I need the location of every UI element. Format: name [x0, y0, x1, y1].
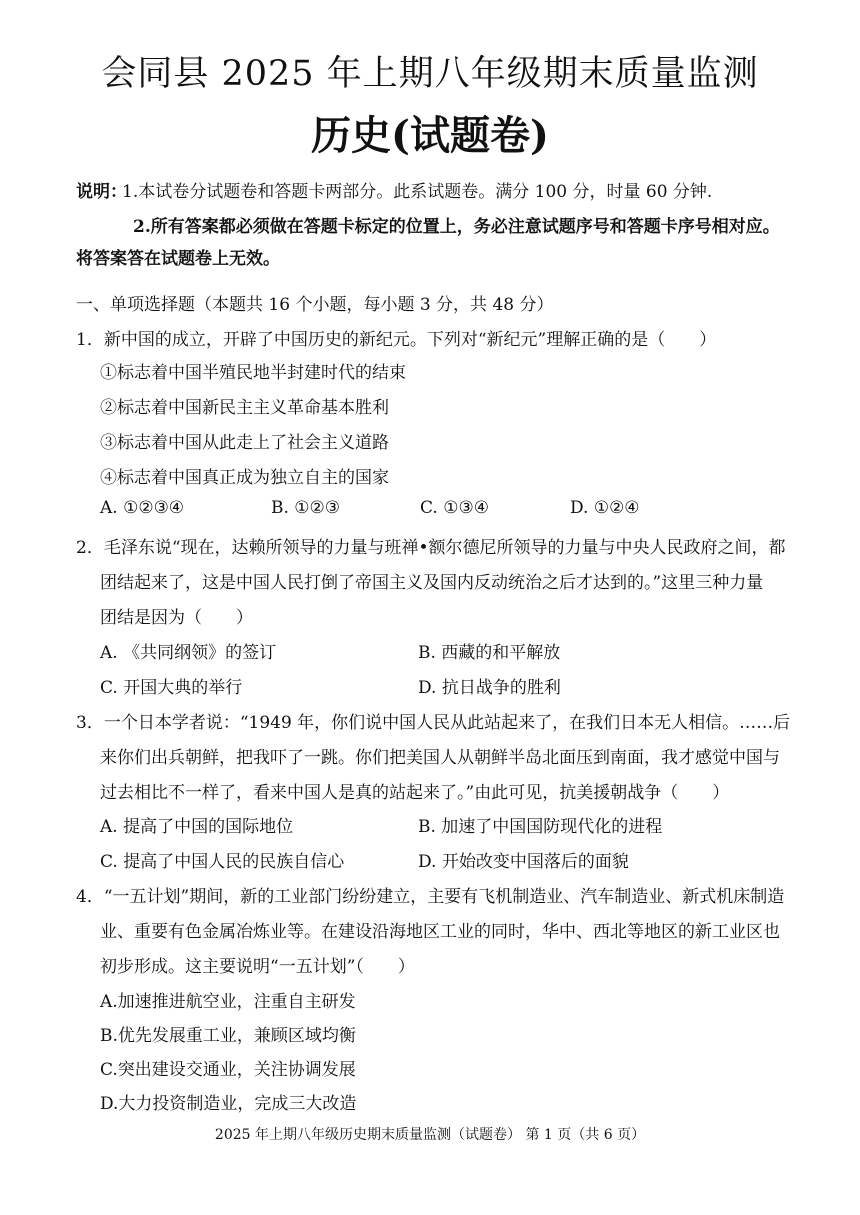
question-1-option-b: B. ①②③ [271, 498, 341, 518]
question-2-option-d: D. 抗日战争的胜利 [418, 678, 561, 698]
question-3-option-c: C. 提高了中国人民的民族自信心 [100, 852, 345, 872]
question-2-line: 2．毛泽东说“现在，达赖所领导的力量与班禅•额尔德尼所领导的力量与中央人民政府之间，都 [76, 538, 786, 558]
notes-line-2: 2.所有答案都必须做在答题卡标定的位置上，务必注意试题序号和答题卡序号相对应。 [133, 217, 780, 237]
question-3-line: 3．一个日本学者说：“1949 年，你们说中国人民从此站起来了，在我们日本无人相信。……后 [76, 713, 791, 733]
notes-line-1: 1.本试卷分试题卷和答题卡两部分。此系试题卷。满分 100 分，时量 60 分钟. [122, 182, 713, 202]
question-1-stem: 1．新中国的成立，开辟了中国历史的新纪元。下列对“新纪元”理解正确的是（ ） [76, 330, 717, 350]
question-1-statement: ④标志着中国真正成为独立自主的国家 [100, 468, 389, 488]
question-1-statement: ②标志着中国新民主主义革命基本胜利 [100, 398, 389, 418]
page-footer: 2025 年上期八年级历史期末质量监测（试题卷） 第 1 页（共 6 页） [214, 1127, 646, 1143]
section-heading: 一、单项选择题（本题共 16 个小题，每小题 3 分，共 48 分） [76, 295, 554, 315]
question-1-statement: ③标志着中国从此走上了社会主义道路 [100, 433, 389, 453]
question-1-option-d: D. ①②④ [570, 498, 640, 518]
question-3-option-a: A. 提高了中国的国际地位 [100, 817, 294, 837]
question-2-line: 团结起来了，这是中国人民打倒了帝国主义及国内反动统治之后才达到的。”这里三种力量 [100, 573, 764, 593]
question-2-option-b: B. 西藏的和平解放 [418, 643, 561, 663]
question-4-option-d: D.大力投资制造业，完成三大改造 [100, 1094, 357, 1114]
question-1-option-a: A. ①②③④ [100, 498, 185, 518]
question-1-statement: ①标志着中国半殖民地半封建时代的结束 [100, 363, 406, 383]
question-3-line: 过去相比不一样了，看来中国人是真的站起来了。”由此可见，抗美援朝战争（ ） [100, 783, 730, 803]
exam-title: 会同县 2025 年上期八年级期末质量监测 [101, 54, 759, 94]
question-2-option-a: A. 《共同纲领》的签订 [100, 643, 277, 663]
question-3-line: 来你们出兵朝鲜，把我吓了一跳。你们把美国人从朝鲜半岛北面压到南面，我才感觉中国与 [100, 748, 780, 768]
question-4-line: 业、重要有色金属冶炼业等。在建设沿海地区工业的同时，华中、西北等地区的新工业区也 [100, 922, 780, 942]
exam-subtitle: 历史(试题卷) [311, 112, 549, 159]
notes-line-3: 将答案答在试题卷上无效。 [76, 249, 280, 269]
question-4-option-a: A.加速推进航空业，注重自主研发 [100, 992, 356, 1012]
question-3-option-b: B. 加速了中国国防现代化的进程 [418, 817, 663, 837]
question-4-option-b: B.优先发展重工业，兼顾区域均衡 [100, 1026, 356, 1046]
question-4-option-c: C.突出建设交通业，关注协调发展 [100, 1060, 356, 1080]
question-1-option-c: C. ①③④ [420, 498, 489, 518]
notes-label: 说明： [76, 182, 127, 202]
question-3-option-d: D. 开始改变中国落后的面貌 [418, 852, 629, 872]
question-4-line: 4．“一五计划”期间，新的工业部门纷纷建立，主要有飞机制造业、汽车制造业、新式机床制造 [76, 887, 785, 907]
question-2-option-c: C. 开国大典的举行 [100, 678, 243, 698]
question-2-line: 团结是因为（ ） [100, 608, 253, 628]
question-4-line: 初步形成。这主要说明“一五计划”（ ） [100, 957, 415, 977]
